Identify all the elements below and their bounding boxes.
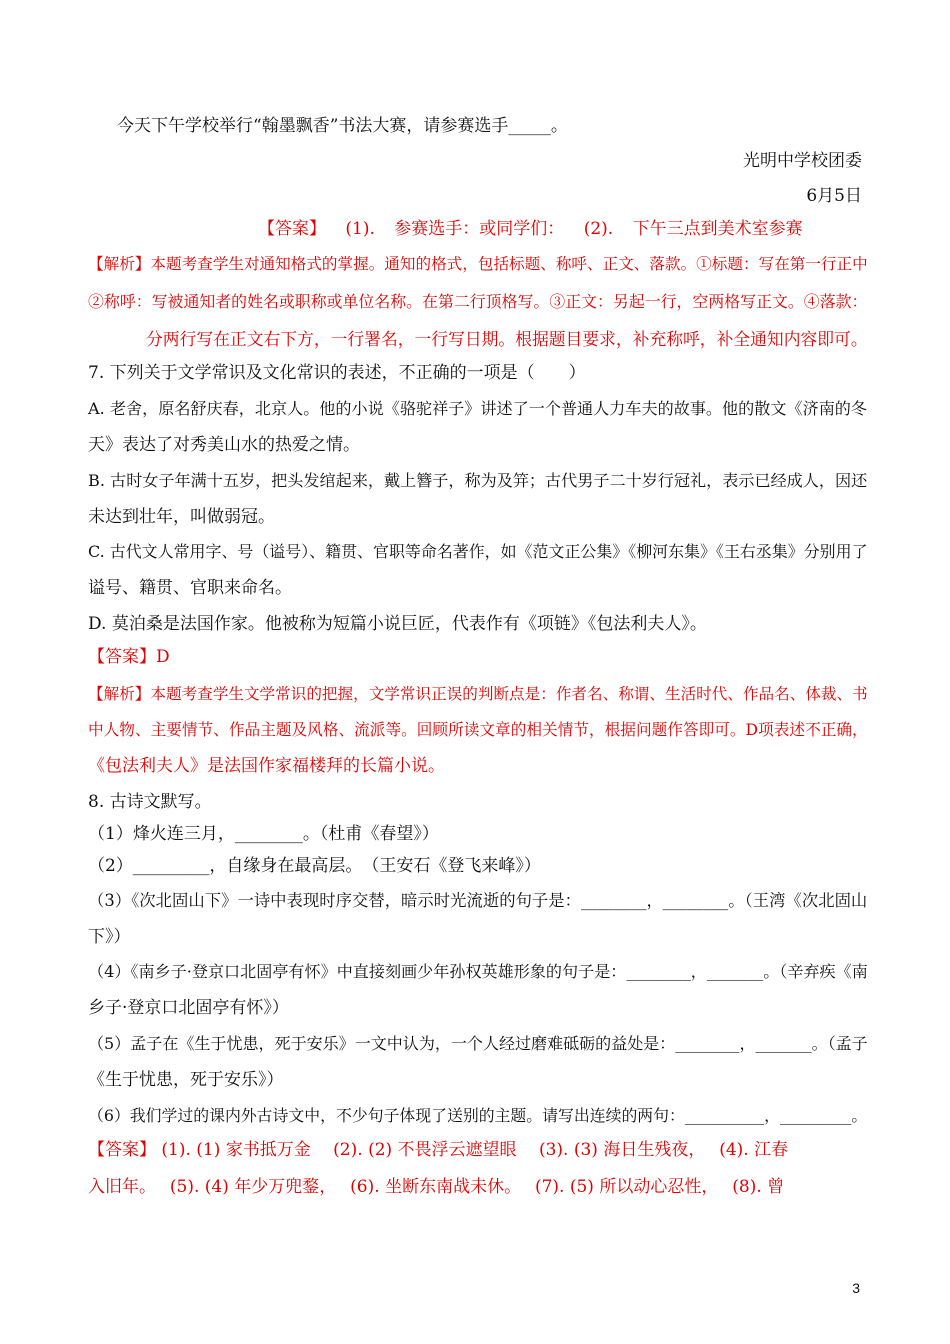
q7-analysis-line: 中人物、主要情节、作品主题及风格、流派等。回顾所读文章的相关情节，根据问题作答即可。D项表述不正确， [88, 720, 868, 739]
q6-analysis-line: 分两行写在正文右下方，一行署名，一行写日期。根据题目要求，补充称呼，补全通知内容即可。 [146, 329, 868, 349]
q8-item-line: （3）《次北固山下》一诗中表现时序交替，暗示时光流逝的句子是：________，________。（王湾《次北固山 [88, 891, 868, 910]
notice-body: 今天下午学校举行“翰墨飘香”书法大赛，请参赛选手_____。 [117, 116, 568, 136]
notice-date: 6月5日 [806, 186, 862, 206]
notice-signature: 光明中学校团委 [743, 151, 862, 171]
q8-item-line: （1）烽火连三月，________。（杜甫《春望》） [88, 824, 439, 844]
q7-option-line: D. 莫泊桑是法国作家。他被称为短篇小说巨匠，代表作有《项链》《包法利夫人》。 [88, 614, 707, 634]
q7-option-line: A. 老舍，原名舒庆春，北京人。他的小说《骆驼祥子》讲述了一个普通人力车夫的故事。他的散文《济南的冬 [88, 399, 868, 418]
q7-analysis-line: 【解析】本题考查学生文学常识的把握，文学常识正误的判断点是：作者名、称谓、生活时代、作品名、体裁、书 [88, 685, 868, 703]
q7-stem: 7. 下列关于文学常识及文化常识的表述，不正确的一项是（ ） [88, 363, 586, 383]
q6-analysis-line: ②称呼：写被通知者的姓名或职称或单位名称。在第二行顶格写。③正文：另起一行，空两格写正文。④落款： [88, 292, 868, 311]
q7-option-line: 未达到壮年，叫做弱冠。 [88, 507, 275, 527]
q8-item-line: 下》） [88, 927, 131, 947]
q7-option-line: C. 古代文人常用字、号（谥号）、籍贯、官职等命名著作，如《范文正公集》《柳河东集》《王右丞集》分别用了 [88, 542, 868, 561]
q7-option-line: 天》表达了对秀美山水的热爱之情。 [88, 435, 360, 455]
q8-stem: 8. 古诗文默写。 [88, 792, 212, 812]
q7-option-line: 谥号、籍贯、官职来命名。 [88, 578, 292, 598]
q8-item-line: 《生于忧患，死于安乐》） [88, 1070, 284, 1090]
q8-item-line: 乡子·登京口北固亭有怀》） [88, 998, 289, 1018]
q8-item-line: （4）《南乡子·登京口北固亭有怀》中直接刻画少年孙权英雄形象的句子是：________，_______。（辛弃疾《南 [88, 962, 868, 981]
q6-analysis-line: 【解析】本题考查学生对通知格式的掌握。通知的格式，包括标题、称呼、正文、落款。①标题：写在第一行正中 [88, 255, 868, 273]
page-number: 3 [852, 1280, 860, 1296]
q8-answer-line: 入旧年。 (5). (4) 年少万兜鍪， (6). 坐断东南战未休。 (7). (5) 所以动心忍性， (8). 曾 [88, 1177, 785, 1197]
q7-analysis-line: 《包法利夫人》是法国作家福楼拜的长篇小说。 [88, 756, 445, 776]
q8-item-line: （2）_________，自缘身在最高层。 （王安石《登飞来峰》） [88, 856, 541, 876]
q6-answer: 【答案】 (1). 参赛选手：或同学们： (2). 下午三点到美术室参赛 [258, 219, 803, 239]
q8-item-line: （6）我们学过的课内外古诗文中，不少句子体现了送别的主题。请写出连续的两句：__________，_________。 [88, 1106, 868, 1125]
q7-answer: 【答案】D [88, 647, 170, 667]
q7-option-line: B. 古时女子年满十五岁，把头发绾起来，戴上簪子，称为及笄；古代男子二十岁行冠礼，表示已经成人，因还 [88, 471, 868, 490]
q8-answer-line: 【答案】 (1). (1) 家书抵万金 (2). (2) 不畏浮云遮望眼 (3). (3) 海日生残夜， (4). 江春 [88, 1140, 789, 1160]
q8-item-line: （5）孟子在《生于忧患，死于安乐》一文中认为，一个人经过磨难砥砺的益处是：________，_______。（孟子 [88, 1034, 868, 1053]
